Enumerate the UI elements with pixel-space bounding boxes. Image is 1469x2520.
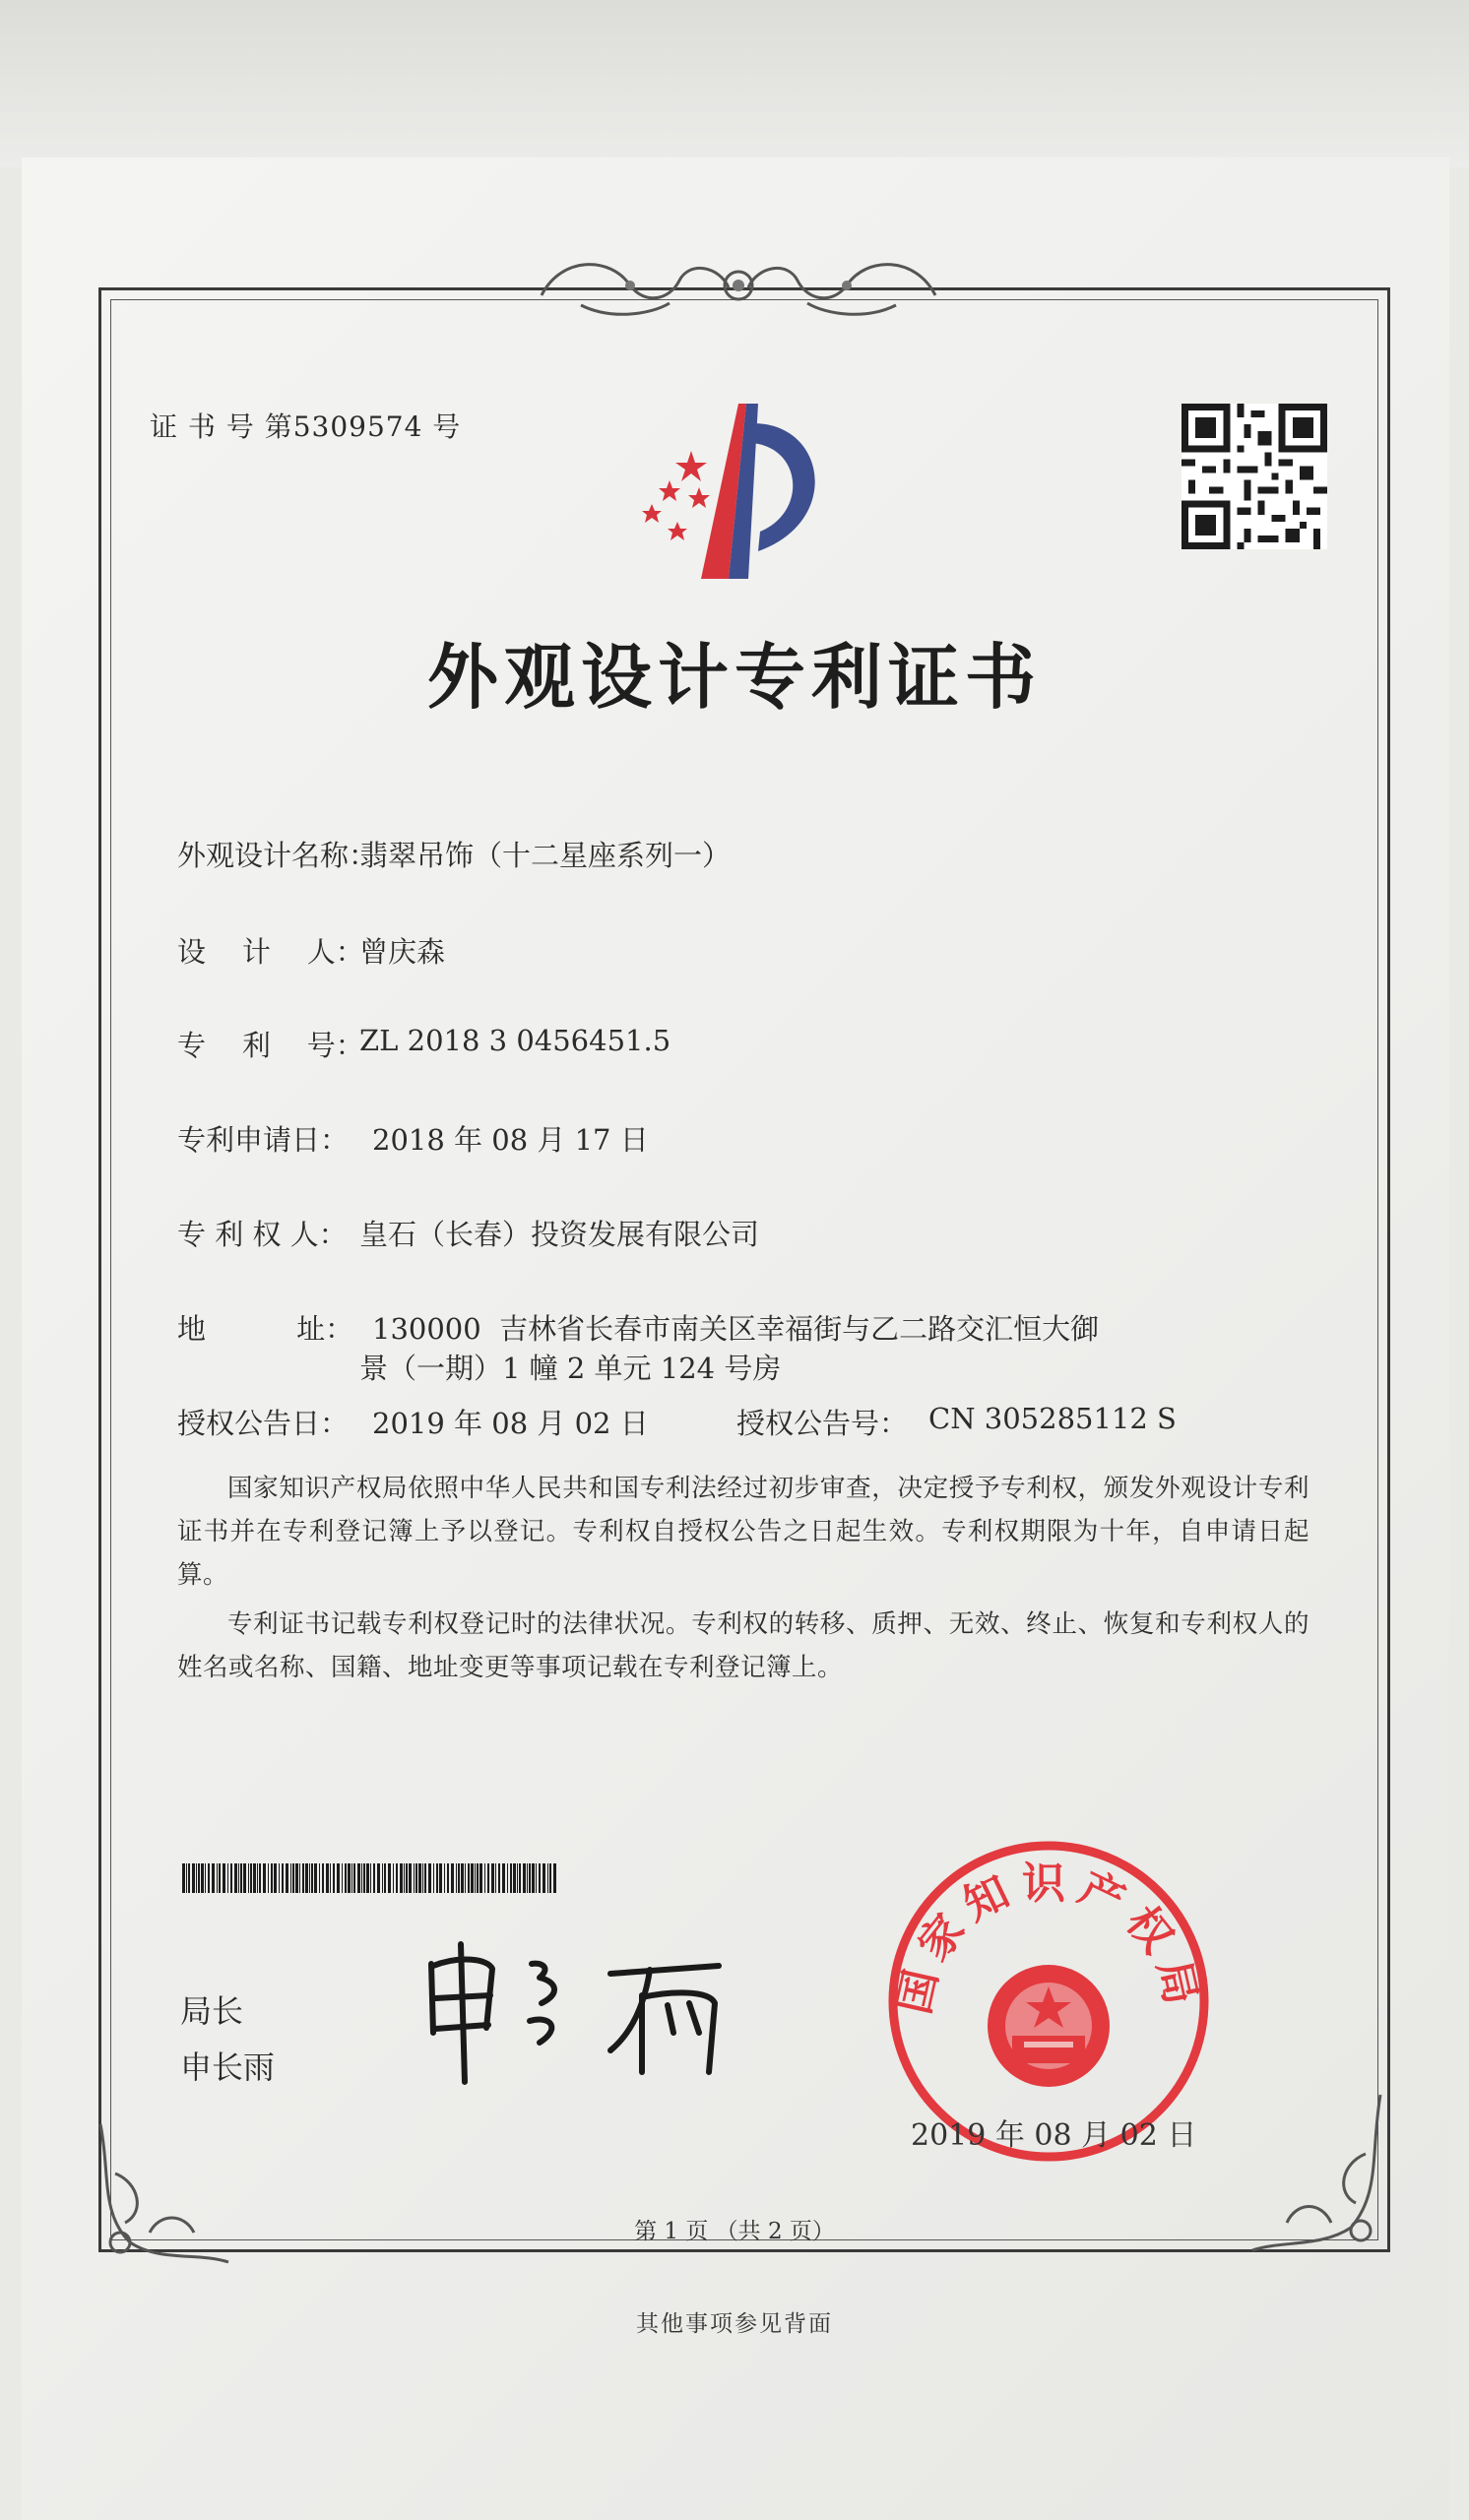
- barcode-bar: [409, 1863, 412, 1893]
- barcode-bar: [424, 1863, 426, 1893]
- design-name-label: 外观设计名称：: [177, 839, 378, 872]
- design-name-value: 翡翠吊饰（十二星座系列一）: [359, 839, 732, 872]
- barcode-bar: [549, 1863, 551, 1893]
- barcode-bar: [279, 1863, 280, 1893]
- barcode-bar: [406, 1863, 408, 1893]
- barcode-bar: [238, 1863, 239, 1893]
- patentee-value: 皇石（长春）投资发展有限公司: [359, 1218, 760, 1251]
- barcode-bar: [527, 1863, 528, 1893]
- barcode-bar: [539, 1863, 541, 1893]
- barcode-bar: [361, 1863, 362, 1893]
- apply-date-label: 专利申请日：: [177, 1123, 350, 1157]
- barcode-bar: [388, 1863, 391, 1893]
- barcode-bar: [345, 1863, 347, 1893]
- barcode-bar: [502, 1863, 505, 1893]
- barcode-bar: [433, 1863, 434, 1893]
- grant-date-label: 授权公告日：: [177, 1407, 350, 1440]
- qr-code-icon: [1182, 404, 1327, 549]
- barcode-bar: [536, 1863, 537, 1893]
- address-line-2: 景（一期）1 幢 2 单元 124 号房: [359, 1352, 782, 1385]
- barcode-bar: [495, 1863, 496, 1893]
- grant-number-label: 授权公告号：: [736, 1407, 909, 1440]
- barcode-bar: [342, 1863, 343, 1893]
- barcode-bar: [286, 1863, 288, 1893]
- barcode-bar: [196, 1863, 197, 1893]
- barcode-bar: [458, 1863, 460, 1893]
- barcode-bar: [223, 1863, 225, 1893]
- barcode-bar: [529, 1863, 531, 1893]
- barcode-bar: [523, 1863, 526, 1893]
- barcode-bar: [271, 1863, 273, 1893]
- director-title: 局长: [180, 1992, 244, 2030]
- barcode-bar: [337, 1863, 340, 1893]
- barcode-bar: [348, 1863, 351, 1893]
- barcode-bar: [363, 1863, 365, 1893]
- barcode-bar: [510, 1863, 512, 1893]
- signature: [414, 1934, 748, 2092]
- corner-ornament-left-icon: [91, 2114, 238, 2272]
- barcode-bar: [314, 1863, 317, 1893]
- barcode-bar: [234, 1863, 237, 1893]
- barcode-bar: [351, 1863, 352, 1893]
- seal-text: 国家知识产权局: [888, 1858, 1209, 2019]
- barcode-bar: [295, 1863, 298, 1893]
- barcode-bar: [513, 1863, 516, 1893]
- barcode-bar: [208, 1863, 210, 1893]
- barcode-bar: [396, 1863, 398, 1893]
- barcode-bar: [243, 1863, 246, 1893]
- top-ornament-icon: [522, 246, 955, 325]
- photo-background: [0, 0, 1469, 167]
- barcode-bar: [333, 1863, 335, 1893]
- barcode-bar: [357, 1863, 360, 1893]
- barcode-bar: [400, 1863, 403, 1893]
- barcode-bar: [192, 1863, 195, 1893]
- barcode-bar: [188, 1863, 190, 1893]
- barcode-bar: [422, 1863, 423, 1893]
- barcode-bar: [498, 1863, 500, 1893]
- apply-date-value: 2018 年 08 月 17 日: [372, 1123, 649, 1157]
- cnipa-logo-icon: [630, 394, 857, 591]
- barcode-bar: [292, 1863, 294, 1893]
- barcode-bar: [353, 1863, 355, 1893]
- barcode-bar: [444, 1863, 445, 1893]
- barcode-bar: [404, 1863, 405, 1893]
- barcode-bar: [384, 1863, 386, 1893]
- barcode-bar: [230, 1863, 232, 1893]
- barcode-bar: [326, 1863, 329, 1893]
- address-line-1: 130000 吉林省长春市南关区幸福街与乙二路交汇恒大御: [372, 1312, 1100, 1346]
- barcode-bar: [447, 1863, 449, 1893]
- footer-note: 其他事项参见背面: [636, 2311, 833, 2337]
- grant-date-value: 2019 年 08 月 02 日: [372, 1407, 649, 1440]
- barcode-bar: [253, 1863, 256, 1893]
- barcode-bar: [491, 1863, 494, 1893]
- barcode-bar: [330, 1863, 331, 1893]
- barcode-bar: [274, 1863, 277, 1893]
- patent-number-value: ZL 2018 3 0456451.5: [359, 1024, 671, 1057]
- barcode-bar: [302, 1863, 304, 1893]
- page-title: 外观设计专利证书: [426, 636, 1042, 719]
- designer-value: 曾庆森: [359, 935, 446, 969]
- barcode-bar: [282, 1863, 284, 1893]
- patentee-label: 专 利 权 人：: [177, 1218, 348, 1251]
- barcode-icon: [182, 1863, 556, 1893]
- barcode-bar: [205, 1863, 206, 1893]
- barcode-bar: [319, 1863, 320, 1893]
- barcode-bar: [212, 1863, 215, 1893]
- barcode-bar: [418, 1863, 421, 1893]
- barcode-bar: [259, 1863, 261, 1893]
- barcode-bar: [484, 1863, 485, 1893]
- barcode-bar: [451, 1863, 454, 1893]
- barcode-bar: [311, 1863, 313, 1893]
- barcode-bar: [487, 1863, 489, 1893]
- barcode-bar: [217, 1863, 218, 1893]
- barcode-bar: [248, 1863, 249, 1893]
- barcode-bar: [268, 1863, 269, 1893]
- barcode-bar: [377, 1863, 380, 1893]
- director-name: 申长雨: [180, 2048, 276, 2086]
- barcode-bar: [439, 1863, 442, 1893]
- barcode-bar: [290, 1863, 291, 1893]
- barcode-bar: [414, 1863, 415, 1893]
- barcode-bar: [182, 1863, 185, 1893]
- barcode-bar: [366, 1863, 369, 1893]
- barcode-bar: [305, 1863, 308, 1893]
- barcode-bar: [373, 1863, 375, 1893]
- grant-number-value: CN 305285112 S: [928, 1402, 1177, 1435]
- barcode-bar: [461, 1863, 464, 1893]
- address-label: 地 址：: [177, 1312, 354, 1346]
- barcode-bar: [465, 1863, 466, 1893]
- barcode-bar: [456, 1863, 457, 1893]
- barcode-bar: [479, 1863, 482, 1893]
- barcode-bar: [547, 1863, 548, 1893]
- legal-paragraph-2: 专利证书记载专利权登记时的法律状况。专利权的转移、质押、无效、终止、恢复和专利权人的姓名或名称、国籍、地址变更等事项记载在专利登记簿上。: [177, 1609, 1309, 1682]
- barcode-bar: [507, 1863, 508, 1893]
- barcode-bar: [428, 1863, 431, 1893]
- barcode-bar: [436, 1863, 438, 1893]
- barcode-bar: [201, 1863, 204, 1893]
- page-indicator: 第 1 页 （共 2 页）: [634, 2219, 835, 2244]
- barcode-bar: [227, 1863, 228, 1893]
- barcode-bar: [219, 1863, 221, 1893]
- barcode-bar: [198, 1863, 200, 1893]
- barcode-bar: [370, 1863, 371, 1893]
- barcode-bar: [532, 1863, 535, 1893]
- barcode-bar: [415, 1863, 417, 1893]
- barcode-bar: [468, 1863, 470, 1893]
- barcode-bar: [309, 1863, 310, 1893]
- barcode-bar: [257, 1863, 258, 1893]
- barcode-bar: [475, 1863, 476, 1893]
- barcode-bar: [240, 1863, 242, 1893]
- barcode-bar: [477, 1863, 479, 1893]
- seal-date: 2019 年 08 月 02 日: [911, 2118, 1197, 2153]
- barcode-bar: [382, 1863, 383, 1893]
- certificate-number: 证 书 号 第5309574 号: [150, 410, 462, 443]
- legal-paragraph-1: 国家知识产权局依照中华人民共和国专利法经过初步审查，决定授予专利权，颁发外观设计专利证书并在专利登记簿上予以登记。专利权自授权公告之日起生效。专利权期限为十年，自申请日起算。: [177, 1474, 1309, 1590]
- patent-number-label: 专 利 号：: [177, 1029, 364, 1062]
- barcode-bar: [250, 1863, 252, 1893]
- barcode-bar: [299, 1863, 300, 1893]
- barcode-bar: [186, 1863, 187, 1893]
- barcode-bar: [393, 1863, 394, 1893]
- barcode-bar: [471, 1863, 474, 1893]
- barcode-bar: [322, 1863, 324, 1893]
- designer-label: 设 计 人：: [177, 935, 364, 969]
- barcode-bar: [263, 1863, 266, 1893]
- barcode-bar: [543, 1863, 545, 1893]
- barcode-bar: [519, 1863, 521, 1893]
- barcode-bar: [517, 1863, 518, 1893]
- barcode-bar: [553, 1863, 556, 1893]
